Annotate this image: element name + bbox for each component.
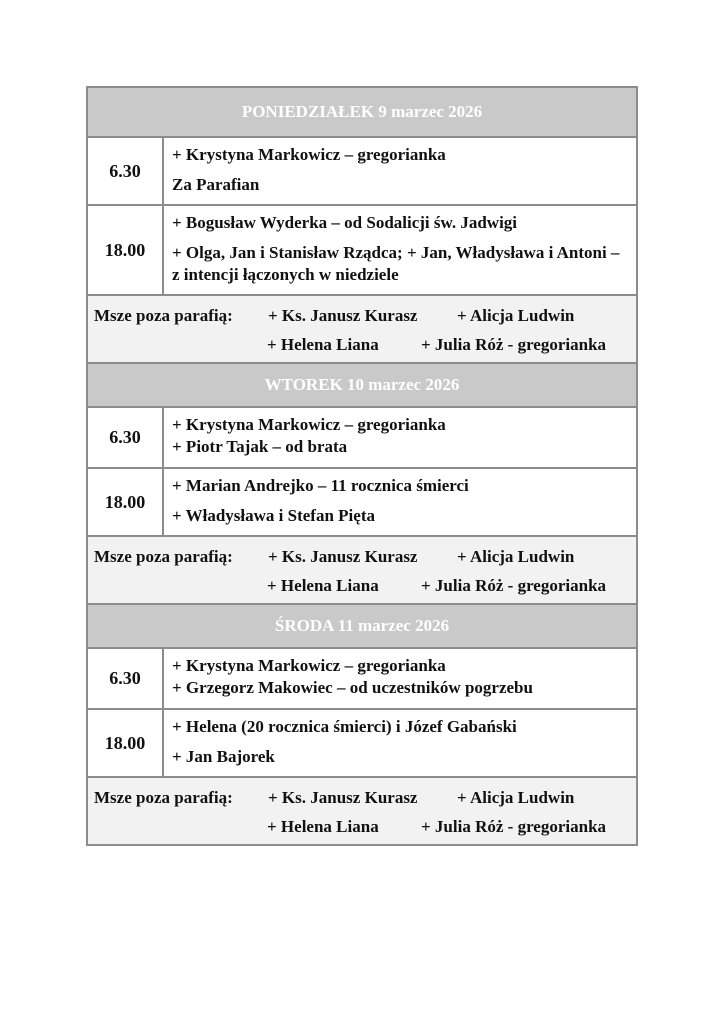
mass-intentions — [164, 649, 636, 708]
outside-parish-row — [88, 296, 636, 364]
outside-name: + Julia Róż - gregorianka — [421, 817, 607, 836]
outside-parish-label: Msze poza parafią: — [94, 306, 233, 325]
intention: + Krystyna Markowicz – gregorianka — [172, 415, 446, 434]
outside-name: + Alicja Ludwin — [457, 547, 575, 566]
outside-parish-label: Msze poza parafią: — [94, 788, 233, 807]
day-header-monday: PONIEDZIAŁEK 9 marzec 2026 — [88, 88, 636, 138]
mass-time: 6.30 — [88, 408, 164, 467]
intention: + Piotr Tajak – od brata — [172, 437, 348, 456]
mass-intentions — [164, 138, 636, 204]
intention: + Olga, Jan i Stanisław Rządca; + Jan, Władysława i Antoni – z intencji łączonych w niedziele — [172, 243, 620, 284]
mass-row — [88, 649, 636, 710]
outside-name: + Ks. Janusz Kurasz — [268, 788, 418, 807]
outside-name: + Alicja Ludwin — [457, 306, 575, 325]
intention: + Helena (20 rocznica śmierci) i Józef Gabański — [172, 717, 517, 736]
outside-name: + Helena Liana — [267, 576, 379, 595]
intention: + Jan Bajorek — [172, 747, 275, 766]
outside-name: + Julia Róż - gregorianka — [421, 576, 607, 595]
mass-schedule-table — [86, 86, 638, 846]
intention: + Władysława i Stefan Pięta — [172, 506, 375, 525]
mass-row — [88, 408, 636, 469]
outside-name: + Helena Liana — [267, 817, 379, 836]
mass-time: 6.30 — [88, 138, 164, 204]
mass-intentions — [164, 469, 636, 535]
day-header-tuesday: WTOREK 10 marzec 2026 — [88, 364, 636, 408]
mass-intentions — [164, 408, 636, 467]
mass-time: 6.30 — [88, 649, 164, 708]
intention: Za Parafian — [172, 175, 260, 194]
outside-name: + Alicja Ludwin — [457, 788, 575, 807]
mass-intentions — [164, 710, 636, 776]
mass-time: 18.00 — [88, 469, 164, 535]
intention: + Grzegorz Makowiec – od uczestników pogrzebu — [172, 678, 533, 697]
intention: + Krystyna Markowicz – gregorianka — [172, 656, 446, 675]
outside-parish-label: Msze poza parafią: — [94, 547, 233, 566]
outside-parish-row — [88, 537, 636, 605]
mass-row — [88, 206, 636, 296]
intention: + Bogusław Wyderka – od Sodalicji św. Jadwigi — [172, 213, 518, 232]
outside-name: + Ks. Janusz Kurasz — [268, 306, 418, 325]
mass-row — [88, 138, 636, 206]
outside-name: + Ks. Janusz Kurasz — [268, 547, 418, 566]
outside-name: + Helena Liana — [267, 335, 379, 354]
intention: + Krystyna Markowicz – gregorianka — [172, 145, 446, 164]
mass-time: 18.00 — [88, 710, 164, 776]
intention: + Marian Andrejko – 11 rocznica śmierci — [172, 476, 469, 495]
day-header-wednesday: ŚRODA 11 marzec 2026 — [88, 605, 636, 649]
mass-row — [88, 469, 636, 537]
outside-parish-row — [88, 778, 636, 844]
mass-row — [88, 710, 636, 778]
mass-time: 18.00 — [88, 206, 164, 294]
mass-intentions — [164, 206, 636, 294]
outside-name: + Julia Róż - gregorianka — [421, 335, 607, 354]
